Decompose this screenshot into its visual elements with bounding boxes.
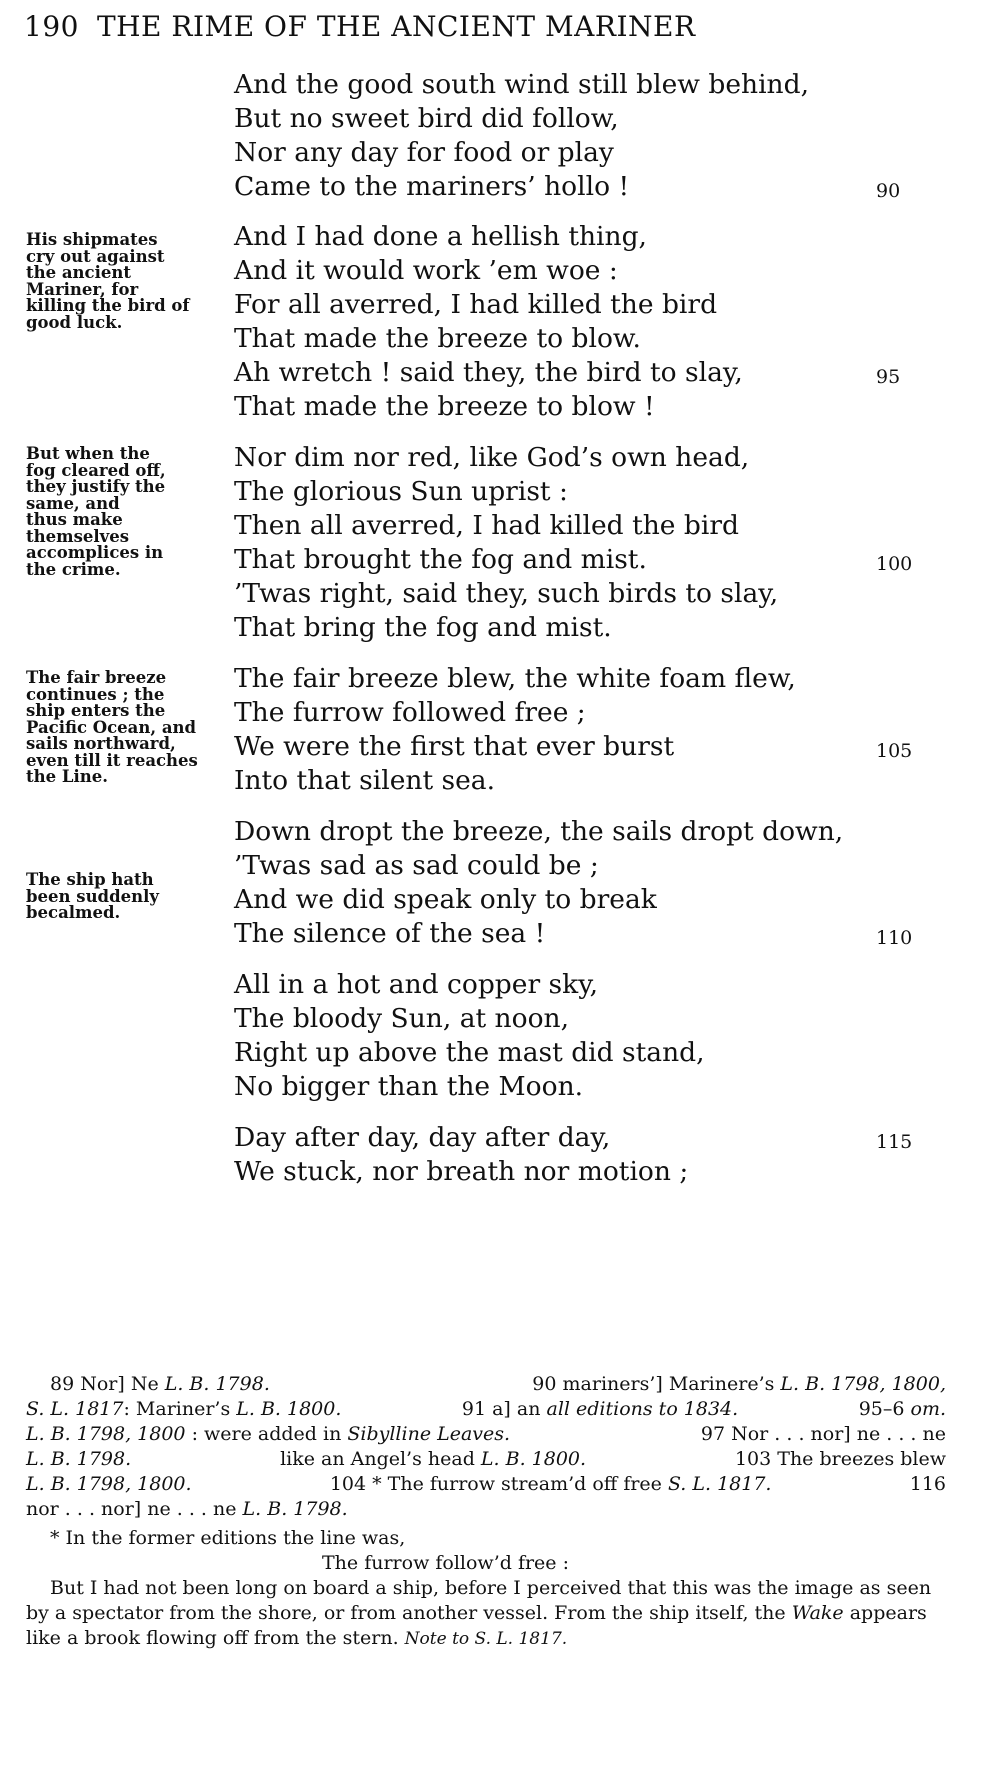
verse-line: And we did speak only to break bbox=[234, 884, 657, 915]
verse-line: ’Twas right, said they, such birds to slay, bbox=[234, 578, 779, 609]
page-number: 190 bbox=[24, 10, 79, 43]
verse-line: The furrow followed free ; bbox=[234, 697, 586, 728]
footnote-paragraph: But I had not been long on board a ship, before I perceived that this was the image as seen by a spectator from the shore, or from another vessel. From the ship itself, the Wake appears like a brook flowing off from the stern. Note to S. L. 1817. bbox=[26, 1577, 932, 1649]
line-number: 100 bbox=[876, 553, 913, 575]
verse-line: Into that silent sea. bbox=[234, 765, 496, 796]
verse-line: We were the first that ever burst bbox=[234, 731, 675, 762]
verse-line: ’Twas sad as sad could be ; bbox=[234, 850, 599, 881]
footnote-line: L. B. 1798, 1800. 104 * The furrow stream’d off free S. L. 1817. 116 bbox=[26, 1473, 946, 1495]
line-number: 95 bbox=[876, 366, 901, 388]
verse-line: No bigger than the Moon. bbox=[234, 1071, 584, 1102]
footnote-quote: The furrow follow’d free : bbox=[322, 1552, 569, 1574]
verse-line: That brought the fog and mist. bbox=[234, 544, 647, 575]
verse-line: Right up above the mast did stand, bbox=[234, 1037, 705, 1068]
page-header bbox=[24, 10, 696, 43]
verse-line: Day after day, day after day, bbox=[234, 1122, 611, 1153]
verse-line: All in a hot and copper sky, bbox=[234, 969, 599, 1000]
verse-line: And it would work ’em woe : bbox=[234, 255, 618, 286]
line-number: 115 bbox=[876, 1131, 913, 1153]
verse-line: The silence of the sea ! bbox=[234, 918, 546, 949]
verse-line: The glorious Sun uprist : bbox=[234, 476, 568, 507]
verse-line: For all averred, I had killed the bird bbox=[234, 289, 718, 320]
margin-gloss: But when the fog cleared off, they justify the same, and thus make themselves accomplices in the crime. bbox=[26, 444, 166, 579]
verse-line: That bring the fog and mist. bbox=[234, 612, 612, 643]
margin-gloss: The fair breeze continues ; the ship enters the Pacific Ocean, and sails northward, even till it reaches the Line. bbox=[26, 668, 198, 786]
margin-gloss: The ship hath been suddenly becalmed. bbox=[26, 870, 159, 922]
verse-line: And the good south wind still blew behind, bbox=[234, 69, 810, 100]
verse-line: We stuck, nor breath nor motion ; bbox=[234, 1156, 689, 1187]
verse-line: The bloody Sun, at noon, bbox=[234, 1003, 570, 1034]
line-number: 110 bbox=[876, 927, 913, 949]
verse-line: That made the breeze to blow ! bbox=[234, 391, 655, 422]
verse-line: That made the breeze to blow. bbox=[234, 323, 641, 354]
footnote-line: S. L. 1817: Mariner’s L. B. 1800. 91 a] an all editions to 1834. 95–6 om. bbox=[26, 1398, 946, 1420]
verse-line: Down dropt the breeze, the sails dropt down, bbox=[234, 816, 844, 847]
margin-gloss: His shipmates cry out against the ancient Mariner, for killing the bird of good luck. bbox=[26, 230, 190, 332]
verse-line: And I had done a hellish thing, bbox=[234, 221, 647, 252]
verse-line: The fair breeze blew, the white foam flew, bbox=[234, 663, 796, 694]
footnotes bbox=[26, 1372, 946, 1522]
footnote-line: 89 Nor] Ne L. B. 1798. 90 mariners’] Marinere’s L. B. 1798, 1800, bbox=[50, 1373, 946, 1395]
verse-line: Ah wretch ! said they, the bird to slay, bbox=[234, 357, 743, 388]
running-title: THE RIME OF THE ANCIENT MARINER bbox=[96, 10, 696, 43]
verse-line: But no sweet bird did follow, bbox=[234, 103, 619, 134]
footnote-line: nor . . . nor] ne . . . ne L. B. 1798. bbox=[26, 1498, 348, 1520]
line-number: 105 bbox=[876, 740, 913, 762]
verse-line: Nor dim nor red, like God’s own head, bbox=[234, 442, 750, 473]
footnote-star: * In the former editions the line was, bbox=[50, 1527, 406, 1549]
footnote-line: L. B. 1798. like an Angel’s head L. B. 1800. 103 The breezes blew bbox=[26, 1448, 946, 1470]
verse-line: Came to the mariners’ hollo ! bbox=[234, 171, 630, 202]
verse-line: Nor any day for food or play bbox=[234, 137, 614, 168]
line-number: 90 bbox=[876, 180, 901, 202]
footnote-line: L. B. 1798, 1800 : were added in Sibylline Leaves. 97 Nor . . . nor] ne . . . ne bbox=[26, 1423, 946, 1445]
verse-line: Then all averred, I had killed the bird bbox=[234, 510, 739, 541]
